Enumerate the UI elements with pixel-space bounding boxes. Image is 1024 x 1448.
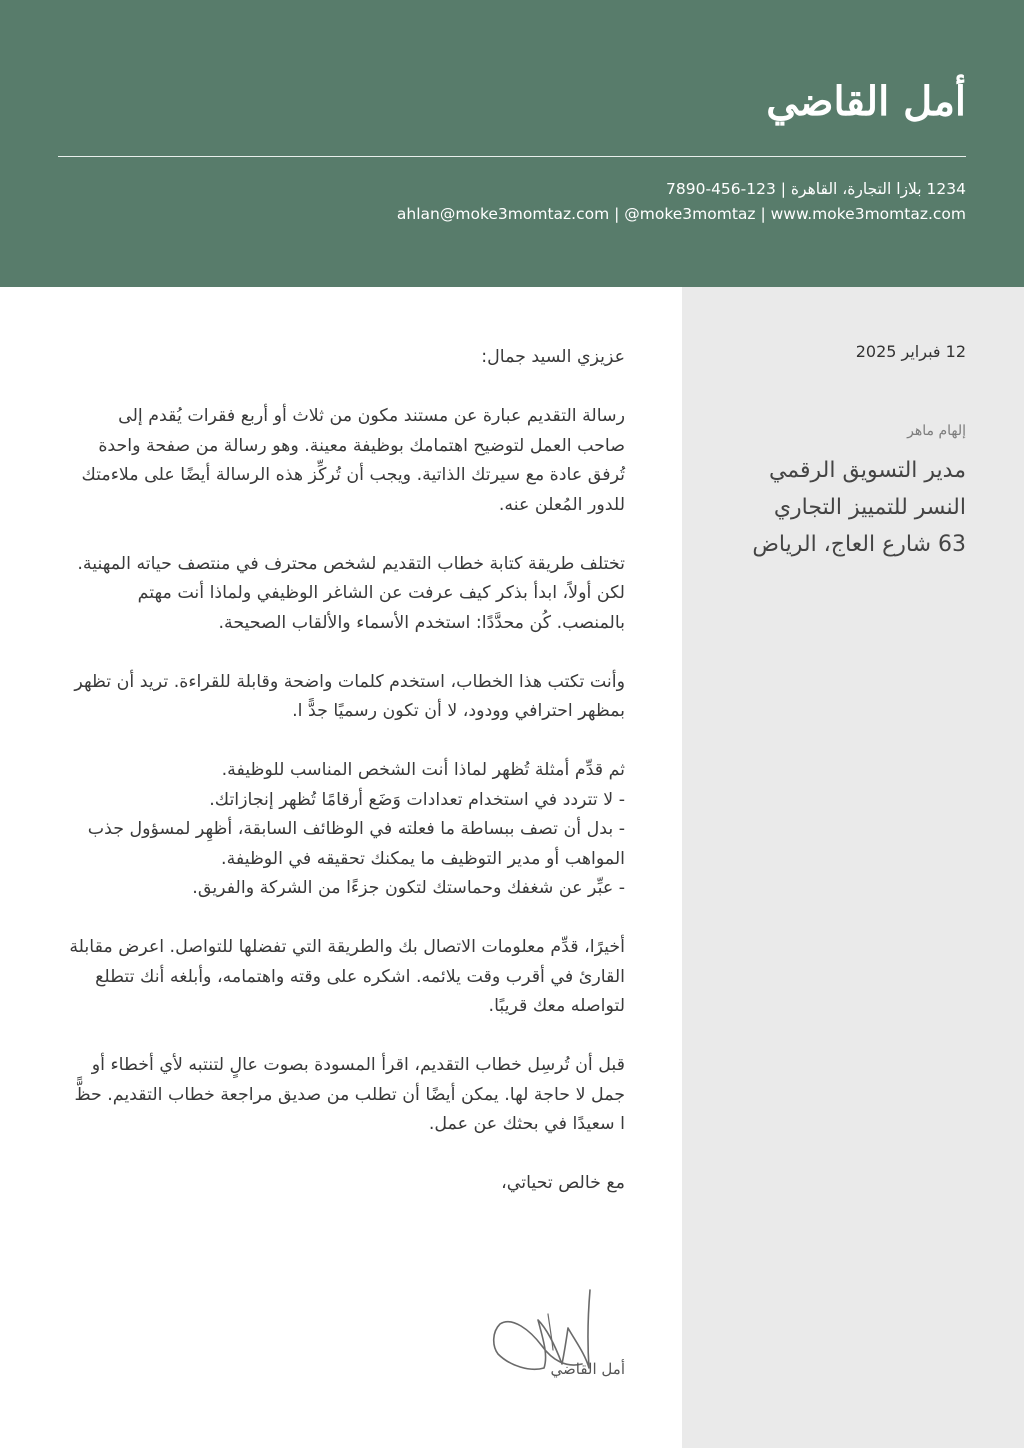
letter-paragraph-5: أخيرًا، قدِّم معلومات الاتصال بك والطريقة التي تفضلها للتواصل. اعرض مقابلة القارئ في أقرب وقت يلائمه. اشكره على وقته واهتمامه، وأبلغه أنك تتطلع لتواصله معك قريبًا.: [69, 937, 625, 1016]
letter-list-item: - بدل أن تصف ببساطة ما فعلته في الوظائف السابقة، أظهِر لمسؤول جذب المواهب أو مدير التوظيف ما يمكنك تحقيقه في الوظيفة.: [87, 819, 625, 869]
letter-paragraph-2: تختلف طريقة كتابة خطاب التقديم لشخص محترف في منتصف حياته المهنية. لكن أولاً، ابدأ بذكر كيف عرفت عن الشاغر الوظيفي ولماذا أنت مهتم بالمنصب. كُن محدَّدًا: استخدم الأسماء والألقاب الصحيحة.: [77, 553, 625, 633]
recipient-name: إلهام ماهر: [907, 423, 966, 439]
recipient-title: مدير التسويق الرقمي: [768, 458, 966, 483]
sender-web-contacts: ahlan@moke3momtaz.com | @moke3momtaz | www.moke3momtaz.com: [396, 205, 966, 223]
letter-list-item: - لا تتردد في استخدام تعدادات وَضَع أرقامًا تُظهر إنجازاتك.: [209, 789, 625, 810]
signature-name: أمل القاضي: [550, 1360, 625, 1378]
letter-paragraph-6: قبل أن تُرسِل خطاب التقديم، اقرأ المسودة بصوت عالٍ لتنتبه لأي أخطاء أو جمل لا حاجة لها. يمكن أيضًا أن تطلب من صديق مراجعة خطاب التقديم. حظًّ ا سعيدًا في بحثك عن عمل.: [74, 1055, 625, 1134]
sender-name: أمل القاضي: [766, 78, 966, 125]
letter-greeting: عزيزي السيد جمال:: [481, 347, 625, 367]
letterhead-header: [0, 0, 1024, 287]
recipient-block: [752, 452, 966, 563]
letter-list-item: - عبِّر عن شغفك وحماستك لتكون جزءًا من الشركة والفريق.: [192, 878, 625, 898]
letter-paragraph-1: رسالة التقديم عبارة عن مستند مكون من ثلاث أو أربع فقرات يُقدم إلى صاحب العمل لتوضيح اهتمامك بوظيفة معينة. وهو رسالة من صفحة واحدة تُرفق عادة مع سيرتك الذاتية. ويجب أن تُركِّز هذه الرسالة أيضًا على ملاءمتك للدور المُعلن عنه.: [81, 406, 625, 515]
letter-closing: مع خالص تحياتي،: [501, 1173, 625, 1193]
header-divider: [58, 156, 966, 157]
sender-address-phone: 1234 بلازا التجارة، القاهرة | 123-456-7890: [666, 180, 966, 198]
letter-body: [65, 343, 625, 1228]
letter-paragraph-3: وأنت تكتب هذا الخطاب، استخدم كلمات واضحة وقابلة للقراءة. تريد أن تظهر بمظهر احترافي وودود، لا أن تكون رسميًا جدًّ ا.: [74, 671, 625, 721]
letter-paragraph-4: [65, 756, 625, 904]
recipient-company: النسر للتمييز التجاري: [773, 495, 966, 520]
letter-list-intro: ثم قدِّم أمثلة تُظهر لماذا أنت الشخص المناسب للوظيفة.: [221, 760, 625, 780]
letter-date: 12 فبراير 2025: [855, 342, 966, 361]
recipient-address: 63 شارع العاج، الرياض: [752, 532, 966, 557]
